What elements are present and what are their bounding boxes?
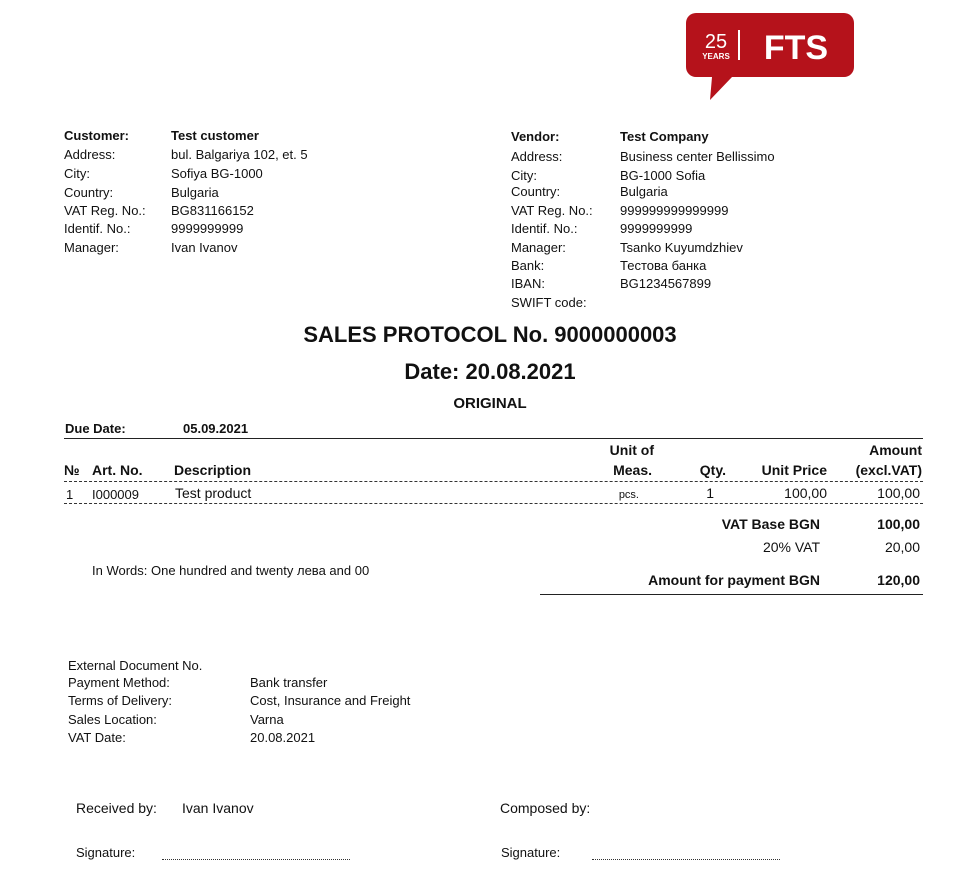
extra-value: Cost, Insurance and Freight [250,693,411,708]
customer-name: Test customer [171,128,259,143]
col-header-art: Art. No. [92,462,143,478]
row-qty: 1 [706,485,714,501]
document-copy-label: ORIGINAL [453,395,527,412]
customer-field-value: bul. Balgariya 102, et. 5 [171,147,308,162]
vendor-field-value: Tsanko Kuyumdzhiev [620,240,743,255]
vendor-field-value: Bulgaria [620,184,668,199]
vendor-field-label: City: [511,168,537,183]
row-unit-price: 100,00 [784,485,827,501]
vendor-field-label: SWIFT code: [511,295,587,310]
extra-label: External Document No. [68,658,203,673]
customer-field-value: Bulgaria [171,185,219,200]
signature-label-left: Signature: [76,845,136,860]
document-title: SALES PROTOCOL No. 9000000003 [303,322,677,347]
customer-field-label: Manager: [64,240,119,255]
extra-value: Bank transfer [250,675,328,690]
table-top-rule [64,438,923,439]
vendor-field-label: Manager: [511,240,566,255]
vat-value: 20,00 [884,539,920,555]
vat-base-value: 100,00 [877,516,920,532]
vendor-field-value: 999999999999999 [620,203,729,218]
customer-label: Customer: [64,128,130,143]
col-header-description: Description [174,462,252,478]
composed-by-label: Composed by: [500,800,591,816]
logo-years-number: 25 [704,31,728,53]
customer-field-value: BG831166152 [171,203,254,218]
row-no: 1 [66,487,74,502]
col-header-no: № [64,462,80,478]
customer-field-value: Ivan Ivanov [171,240,238,255]
col-header-qty: Qty. [699,462,726,478]
logo-brand: FTS [763,29,829,67]
signature-line-right [592,859,780,860]
totals-bottom-rule [540,594,923,595]
vendor-field-label: IBAN: [511,276,545,291]
amount-for-payment-value: 120,00 [877,572,920,588]
col-header-unit-line2: Meas. [613,462,652,478]
signature-line-left [162,859,350,860]
vendor-field-value: Business center Bellissimo [620,149,775,164]
signature-label-right: Signature: [501,845,561,860]
row-description: Test product [175,485,252,501]
vendor-label: Vendor: [511,129,560,144]
logo-years-word: YEARS [702,52,730,61]
customer-field-value: 9999999999 [171,221,244,236]
due-date-value: 05.09.2021 [183,421,249,436]
amount-for-payment-label: Amount for payment BGN [648,572,820,588]
received-by-label: Received by: [76,800,157,816]
extra-label: Sales Location: [68,712,157,727]
vendor-field-label: Identif. No.: [511,221,578,236]
document-date: Date: 20.08.2021 [404,359,576,384]
due-date-label: Due Date: [65,421,126,436]
extra-value: 20.08.2021 [250,730,316,745]
customer-field-label: Country: [64,185,114,200]
vat-rate-label: 20% VAT [762,539,820,555]
customer-field-label: Identif. No.: [64,221,131,236]
row-unit: pcs. [618,489,639,501]
vendor-field-value: 9999999999 [620,221,693,236]
vendor-field-label: Bank: [511,258,545,273]
extra-label: Payment Method: [68,675,170,690]
extra-label: VAT Date: [68,730,126,745]
table-row-rule [64,503,923,504]
customer-field-value: Sofiya BG-1000 [171,166,263,181]
extra-label: Terms of Delivery: [68,693,173,708]
vendor-field-label: Country: [511,184,561,199]
vendor-field-value: Тестова банка [620,258,707,273]
table-header-rule [64,481,923,482]
row-art-no: I000009 [92,487,139,502]
vendor-field-label: Address: [511,149,563,164]
col-header-amount-line2: (excl.VAT) [855,462,922,478]
vat-base-label: VAT Base BGN [721,516,820,532]
vendor-field-label: VAT Reg. No.: [511,203,593,218]
extra-value: Varna [250,712,284,727]
received-by-name: Ivan Ivanov [182,800,254,816]
amount-in-words: In Words: One hundred and twenty лева and 00 [92,563,370,578]
customer-field-label: Address: [64,147,116,162]
vendor-name: Test Company [620,129,709,144]
customer-field-label: City: [64,166,90,181]
col-header-amount-line1: Amount [869,442,922,458]
customer-field-label: VAT Reg. No.: [64,203,146,218]
col-header-unit-price: Unit Price [761,462,827,478]
fts-logo [686,13,854,100]
vendor-field-value: BG1234567899 [620,276,712,291]
col-header-unit-line1: Unit of [609,442,654,458]
row-amount: 100,00 [877,485,920,501]
vendor-field-value: BG-1000 Sofia [620,168,706,183]
